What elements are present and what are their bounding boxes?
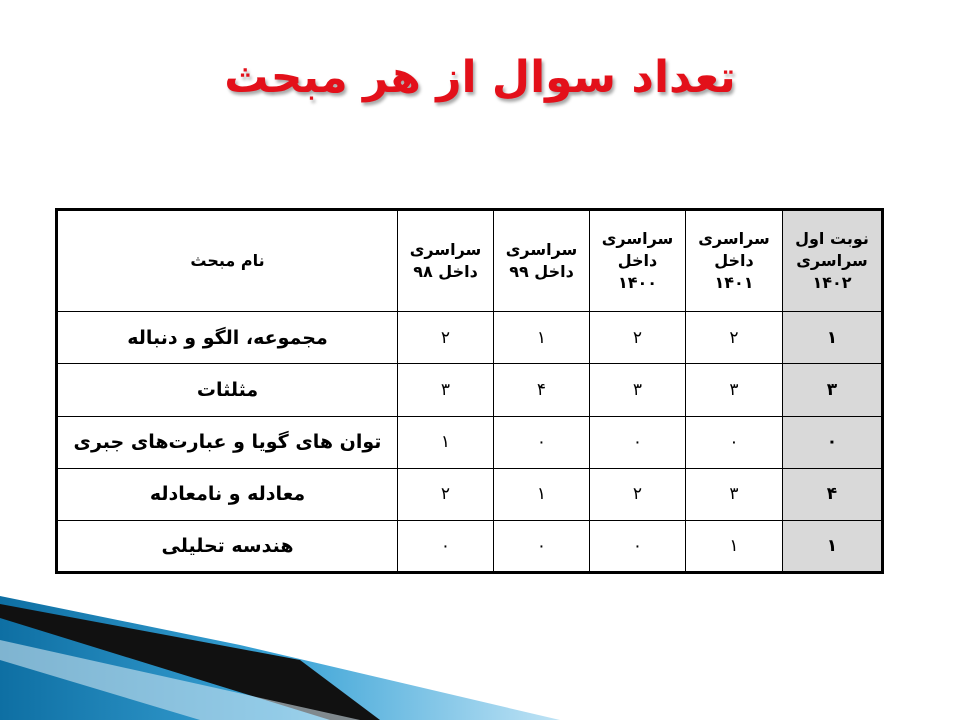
- table-cell: ۱: [494, 312, 590, 364]
- table-row: [57, 520, 883, 572]
- table-cell: ۳: [686, 364, 783, 416]
- header-cell: سراسری داخل ۱۴۰۰: [590, 210, 686, 312]
- table-header-row: [57, 210, 883, 312]
- table-cell: ۱: [686, 520, 783, 572]
- table-cell: ۰: [494, 520, 590, 572]
- table-cell: ۰: [590, 416, 686, 468]
- table-cell: ۳: [783, 364, 883, 416]
- table-cell: ۰: [783, 416, 883, 468]
- table-row: [57, 364, 883, 416]
- table-cell: ۳: [686, 468, 783, 520]
- table-cell: ۱: [783, 520, 883, 572]
- table-row: [57, 416, 883, 468]
- table-row: [57, 312, 883, 364]
- table-cell: ۳: [590, 364, 686, 416]
- table-cell: ۱: [398, 416, 494, 468]
- table-cell: ۲: [590, 312, 686, 364]
- table-cell: ۱: [783, 312, 883, 364]
- table-cell: ۳: [398, 364, 494, 416]
- table-cell: ۲: [398, 468, 494, 520]
- table-cell: ۰: [686, 416, 783, 468]
- table-cell: ۲: [590, 468, 686, 520]
- topic-table: [55, 208, 884, 574]
- table-cell: ۴: [494, 364, 590, 416]
- table-cell: ۱: [494, 468, 590, 520]
- page-title: تعداد سوال از هر مبحث: [224, 52, 736, 103]
- topic-cell: هندسه تحلیلی: [57, 520, 398, 572]
- topic-cell: مجموعه، الگو و دنباله: [57, 312, 398, 364]
- table-cell: ۰: [590, 520, 686, 572]
- header-cell: سراسری داخل ۹۹: [494, 210, 590, 312]
- table-cell: ۰: [494, 416, 590, 468]
- table-row: [57, 468, 883, 520]
- topic-cell: معادله و نامعادله: [57, 468, 398, 520]
- topic-cell: توان های گویا و عبارت‌های جبری: [57, 416, 398, 468]
- header-cell-topic: نام مبحث: [57, 210, 398, 312]
- header-cell: نوبت اول سراسری ۱۴۰۲: [783, 210, 883, 312]
- table-cell: ۲: [686, 312, 783, 364]
- table-cell: ۲: [398, 312, 494, 364]
- table-cell: ۰: [398, 520, 494, 572]
- topic-cell: مثلثات: [57, 364, 398, 416]
- header-cell: سراسری داخل ۹۸: [398, 210, 494, 312]
- header-cell: سراسری داخل ۱۴۰۱: [686, 210, 783, 312]
- table-cell: ۴: [783, 468, 883, 520]
